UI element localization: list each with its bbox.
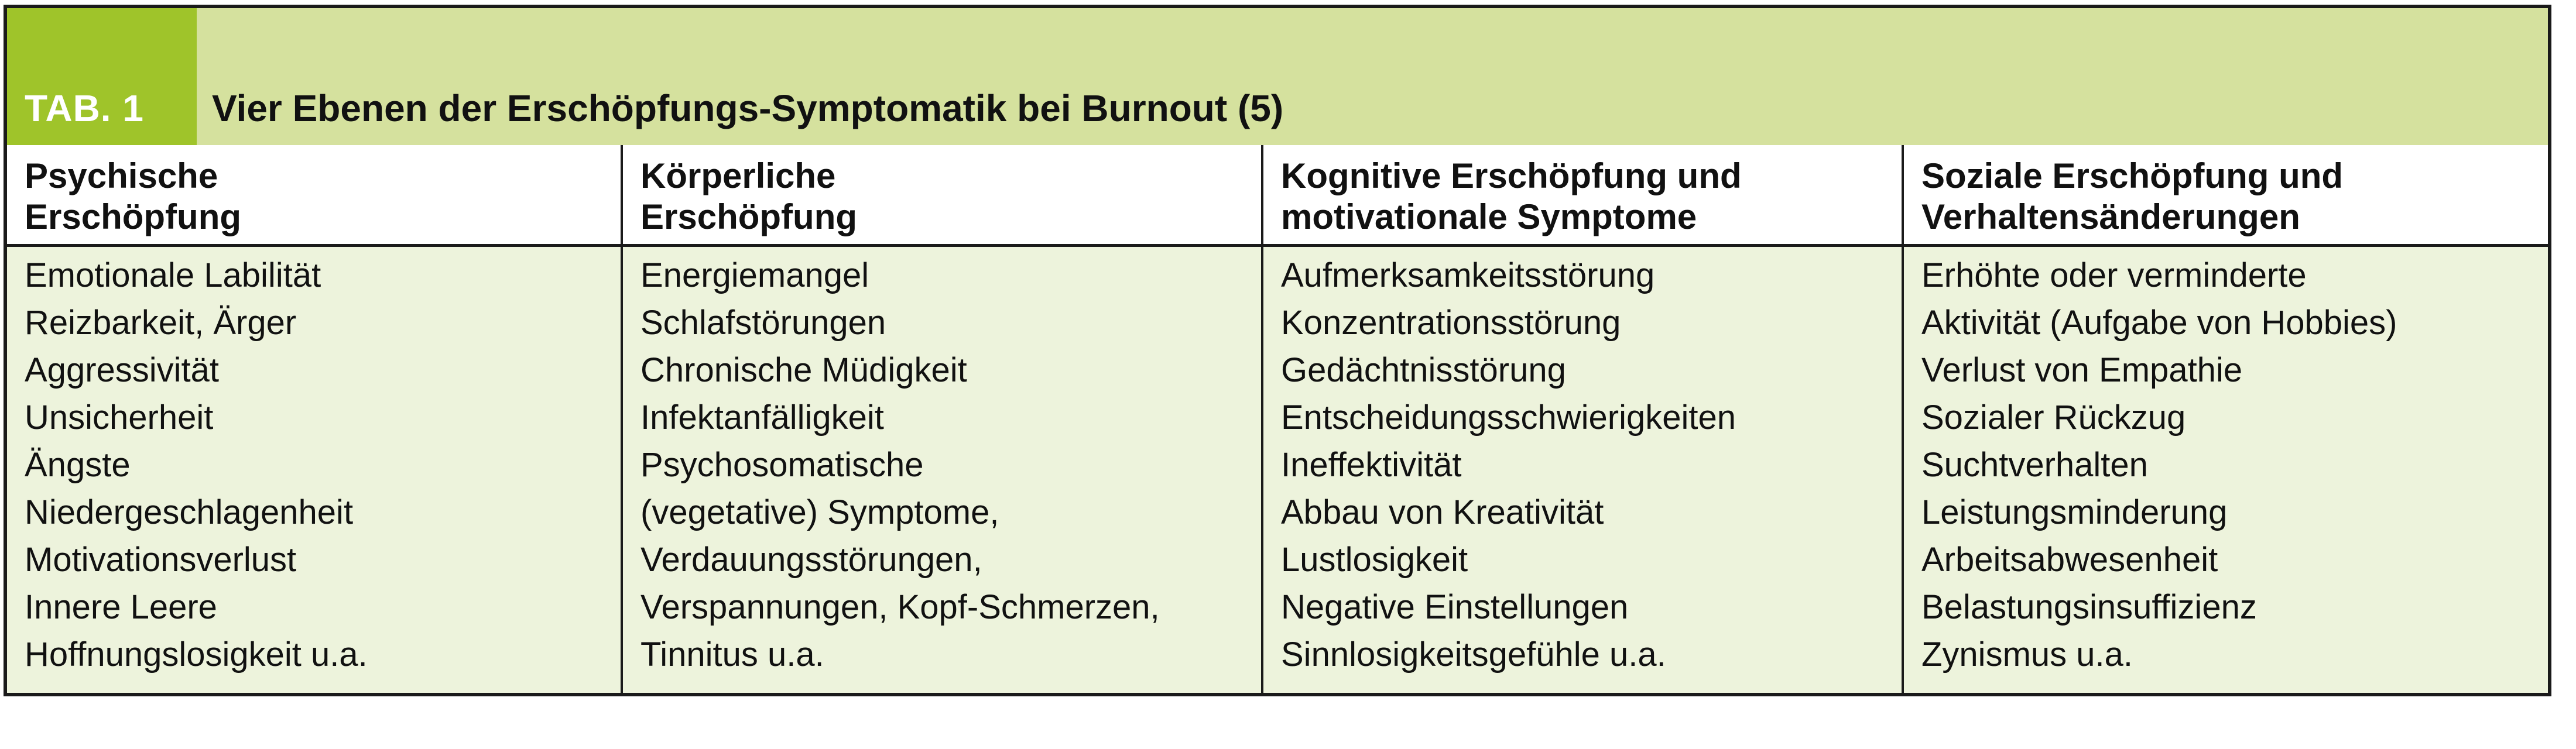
symptom-item: Aktivität (Aufgabe von Hobbies) [1921, 304, 2397, 342]
symptom-item: Aufmerksamkeitsstörung [1281, 256, 1655, 294]
symptom-item: Schlafstörungen [640, 304, 886, 342]
table-grid [7, 145, 2548, 693]
symptom-item: Sozialer Rückzug [1921, 398, 2186, 437]
column-header-line: Erschöpfung [25, 197, 241, 236]
symptom-item: Motivationsverlust [25, 541, 297, 579]
symptom-list-koerperliche [623, 247, 1263, 693]
column-header-koerperliche [623, 145, 1263, 247]
symptom-item: Infektanfälligkeit [640, 398, 884, 437]
table-title: Vier Ebenen der Erschöpfungs-Symptomatik bei Burnout (5) [212, 87, 1284, 129]
symptom-item: Verlust von Empathie [1921, 351, 2243, 389]
symptom-item: Zynismus u.a. [1921, 635, 2133, 674]
symptom-item: Abbau von Kreativität [1281, 493, 1604, 531]
symptom-item: Erhöhte oder verminderte [1921, 256, 2307, 294]
symptom-item: Konzentrationsstörung [1281, 304, 1621, 342]
symptom-item: Reizbarkeit, Ärger [25, 304, 297, 342]
symptom-item: Chronische Müdigkeit [640, 351, 967, 389]
symptom-item: Entscheidungsschwierigkeiten [1281, 398, 1736, 437]
symptom-list-soziale [1904, 247, 2548, 693]
column-header-line: Soziale Erschöpfung und [1921, 156, 2344, 195]
column-header-line: Verhaltensänderungen [1921, 197, 2300, 236]
symptom-item: Gedächtnisstörung [1281, 351, 1566, 389]
symptom-item: Suchtverhalten [1921, 446, 2148, 484]
symptom-list-kognitive [1263, 247, 1904, 693]
symptom-item: Unsicherheit [25, 398, 214, 437]
burnout-symptom-table [4, 5, 2551, 696]
table-title-bar [7, 8, 2548, 149]
symptom-item: Arbeitsabwesenheit [1921, 541, 2218, 579]
symptom-item: Verspannungen, Kopf-Schmerzen, [640, 588, 1160, 626]
symptom-item: Hoffnungslosigkeit u.a. [25, 635, 368, 674]
symptom-item: Negative Einstellungen [1281, 588, 1629, 626]
symptom-item: Leistungsminderung [1921, 493, 2228, 531]
symptom-item: Ängste [25, 446, 131, 484]
symptom-item: Sinnlosigkeitsgefühle u.a. [1281, 635, 1666, 674]
symptom-item: Belastungsinsuffizienz [1921, 588, 2257, 626]
symptom-item: Ineffektivität [1281, 446, 1462, 484]
symptom-item: Psychosomatische [640, 446, 924, 484]
column-header-line: motivationale Symptome [1281, 197, 1697, 236]
column-header-line: Psychische [25, 156, 218, 195]
table-number-label: TAB. 1 [7, 8, 197, 145]
column-header-line: Körperliche [640, 156, 836, 195]
symptom-item: Lustlosigkeit [1281, 541, 1468, 579]
symptom-item: Emotionale Labilität [25, 256, 321, 294]
symptom-item: Verdauungsstörungen, [640, 541, 982, 579]
column-header-line: Kognitive Erschöpfung und [1281, 156, 1742, 195]
column-header-kognitive [1263, 145, 1904, 247]
symptom-item: Innere Leere [25, 588, 217, 626]
column-header-line: Erschöpfung [640, 197, 857, 236]
symptom-item: Tinnitus u.a. [640, 635, 824, 674]
symptom-list-psychische [7, 247, 623, 693]
symptom-item: Aggressivität [25, 351, 220, 389]
symptom-item: (vegetative) Symptome, [640, 493, 999, 531]
column-header-soziale [1904, 145, 2548, 247]
symptom-item: Niedergeschlagenheit [25, 493, 354, 531]
symptom-item: Energiemangel [640, 256, 869, 294]
column-header-psychische [7, 145, 623, 247]
